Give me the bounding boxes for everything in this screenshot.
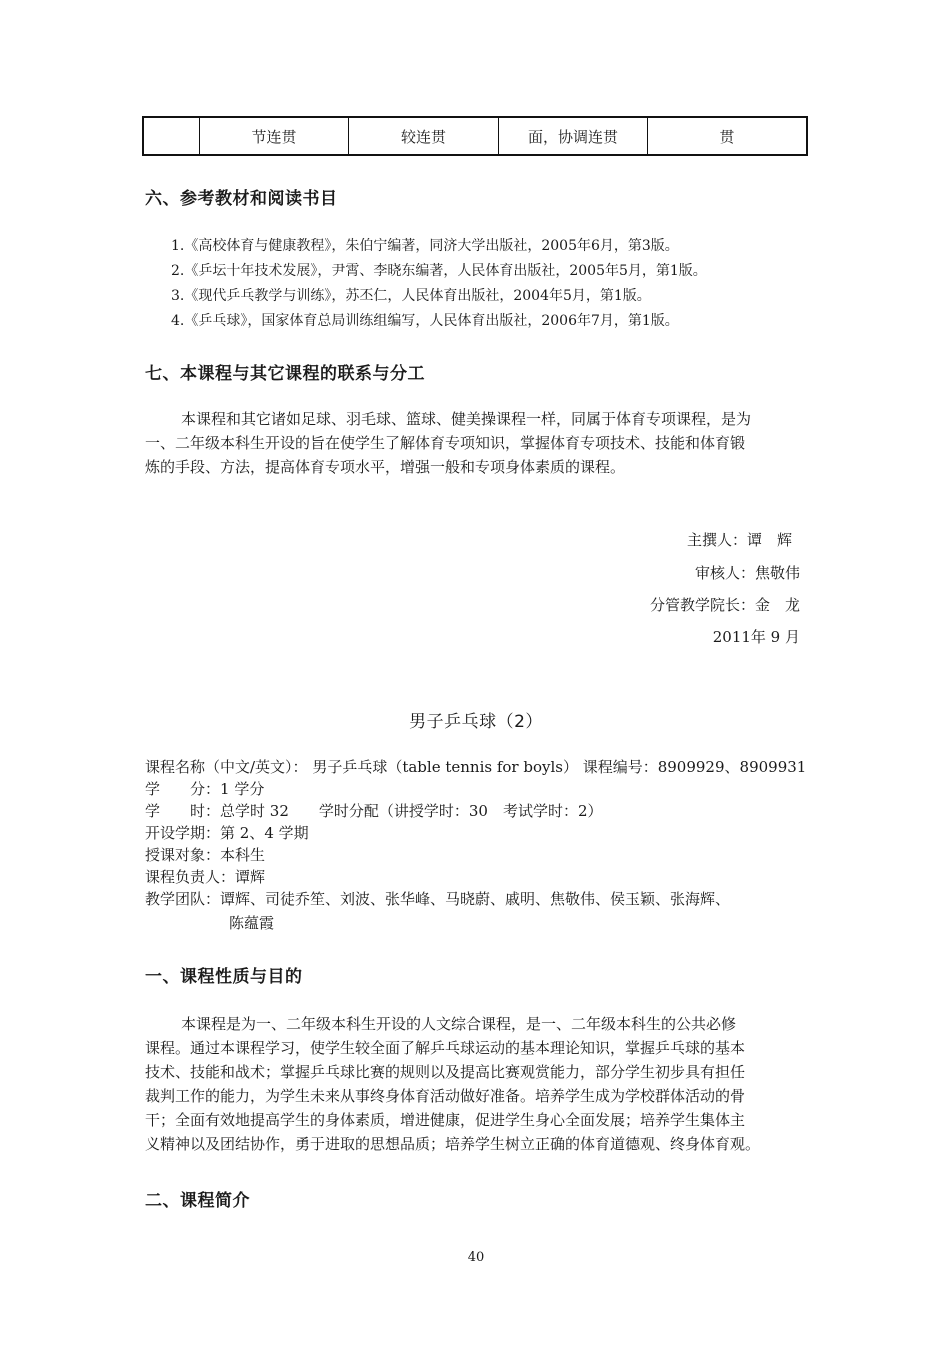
team-line-continued: 陈蕴霞 xyxy=(229,914,275,932)
date-line: 2011年 9 月 xyxy=(712,628,800,646)
paragraph-line: 裁判工作的能力，为学生未来从事终身体育活动做好准备。培养学生成为学校群体活动的骨 xyxy=(145,1087,746,1105)
section-heading-references: 六、参考教材和阅读书目 xyxy=(145,189,338,209)
dean-line: 分管教学院长：金 龙 xyxy=(649,596,800,614)
credit-line xyxy=(145,778,264,799)
team-line xyxy=(145,888,730,909)
section-heading-intro: 二、课程简介 xyxy=(145,1191,250,1211)
hours-distribution: 学时分配（讲授学时：30 考试学时：2） xyxy=(318,802,603,820)
section-heading-relations: 七、本课程与其它课程的联系与分工 xyxy=(145,364,425,384)
hours-total: 总学时 32 xyxy=(220,802,289,820)
author-line: 主撰人：谭 辉 xyxy=(686,531,792,549)
paragraph-line: 本课程是为一、二年级本科生开设的人文综合课程，是一、二年级本科生的公共必修 xyxy=(181,1015,737,1033)
hours-line xyxy=(145,800,603,821)
reference-item: 2.《乒坛十年技术发展》，尹霄、李晓东编著，人民体育出版社，2005年5月，第1版。 xyxy=(171,263,707,279)
credit-label: 学 分： xyxy=(145,780,221,798)
table-cell: 节连贯 xyxy=(200,118,349,154)
course-title: 男子乒乓球（2） xyxy=(409,712,543,732)
reference-item: 4.《乒乓球》，国家体育总局训练组编写，人民体育出版社，2006年7月，第1版。 xyxy=(171,313,679,329)
term-line xyxy=(145,822,309,843)
paragraph-line: 本课程和其它诸如足球、羽毛球、篮球、健美操课程一样，同属于体育专项课程，是为 xyxy=(181,410,752,428)
leader-label: 课程负责人： xyxy=(145,868,236,886)
target-value: 本科生 xyxy=(220,846,266,864)
credit-value: 1 学分 xyxy=(220,780,265,798)
team-members: 谭辉、司徒乔笙、刘波、张华峰、马晓蔚、戚明、焦敬伟、侯玉颖、张海辉、 xyxy=(220,890,731,908)
table-cell: 较连贯 xyxy=(349,118,499,154)
term-value: 第 2、4 学期 xyxy=(220,824,309,842)
reference-item: 3.《现代乒乓教学与训练》，苏丕仁，人民体育出版社，2004年5月，第1版。 xyxy=(171,288,651,304)
reviewer-line: 审核人：焦敬伟 xyxy=(694,564,800,582)
relations-paragraph xyxy=(145,407,809,479)
target-line xyxy=(145,844,265,865)
leader-value: 谭辉 xyxy=(235,868,266,886)
term-label: 开设学期： xyxy=(145,824,221,842)
paragraph-line: 干；全面有效地提高学生的身体素质，增进健康，促进学生身心全面发展；培养学生集体主 xyxy=(145,1111,746,1129)
table-cell: 贯 xyxy=(719,127,735,146)
hours-label: 学 时： xyxy=(145,802,221,820)
target-label: 授课对象： xyxy=(145,846,221,864)
table-cell-empty xyxy=(144,118,200,154)
course-name-line: 课程名称（中文/英文）： 男子乒乓球（table tennis for boyls） 课程编号：8909929、8909931 xyxy=(145,758,807,776)
paragraph-line: 技术、技能和战术；掌握乒乓球比赛的规则以及提高比赛观赏能力，部分学生初步具有担任 xyxy=(145,1063,746,1081)
paragraph-line: 义精神以及团结协作，勇于进取的思想品质；培养学生树立正确的体育道德观、终身体育观。 xyxy=(145,1135,761,1153)
reference-item: 1.《高校体育与健康教程》，朱伯宁编著，同济大学出版社，2005年6月，第3版。 xyxy=(171,238,679,254)
paragraph-line: 课程。通过本课程学习，使学生较全面了解乒乓球运动的基本理论知识，掌握乒乓球的基本 xyxy=(145,1039,746,1057)
paragraph-line: 一、二年级本科生开设的旨在使学生了解体育专项知识，掌握体育专项技术、技能和体育锻 xyxy=(145,434,746,452)
criteria-table-row xyxy=(142,116,808,156)
nature-paragraph xyxy=(145,1012,809,1156)
page-number: 40 xyxy=(467,1250,485,1265)
paragraph-line: 炼的手段、方法，提高体育专项水平，增强一般和专项身体素质的课程。 xyxy=(145,458,626,476)
table-cell: 面，协调连贯 xyxy=(499,118,648,154)
section-heading-nature: 一、课程性质与目的 xyxy=(145,967,303,987)
leader-line xyxy=(145,866,265,887)
team-label: 教学团队： xyxy=(145,890,221,908)
